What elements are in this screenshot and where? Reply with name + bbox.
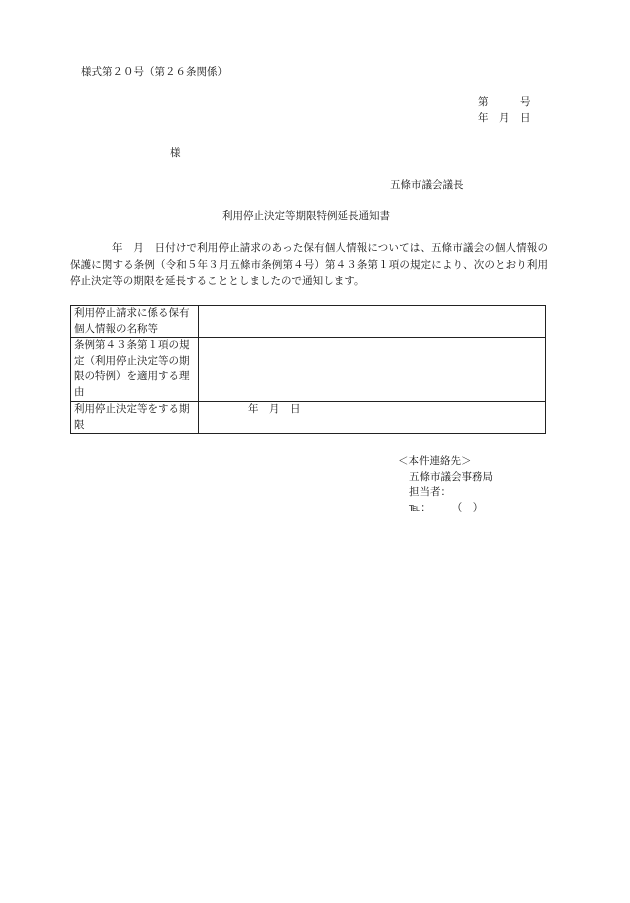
deadline-date: 年 月 日 <box>248 403 301 415</box>
addressee-suffix: 様 <box>170 147 181 159</box>
document-date: 年 月 日 <box>478 112 531 124</box>
contact-person: 担当者： <box>409 486 451 498</box>
document-number: 第 号 <box>478 96 531 108</box>
contact-block <box>398 454 493 516</box>
row-label-information-name: 利用停止請求に係る保有個人情報の名称等 <box>71 306 199 338</box>
table-row <box>71 306 546 338</box>
form-number: 様式第２０号（第２６条関係） <box>81 66 228 78</box>
row-value-deadline <box>199 402 546 434</box>
notice-table <box>70 305 546 434</box>
contact-office: 五條市議会事務局 <box>409 470 493 483</box>
contact-tel: ℡： （ ） <box>409 501 484 514</box>
row-value-information-name <box>199 306 546 338</box>
row-label-deadline: 利用停止決定等をする期限 <box>71 402 199 434</box>
table-row <box>71 338 546 402</box>
row-label-reason: 条例第４３条第１項の規定（利用停止決定等の期限の特例）を適用する理由 <box>71 338 199 402</box>
table-row <box>71 402 546 434</box>
document-title: 利用停止決定等期限特例延長通知書 <box>222 210 390 222</box>
contact-heading: ＜本件連絡先＞ <box>398 455 472 467</box>
body-paragraph: 年 月 日付けで利用停止請求のあった保有個人情報については、五條市議会の個人情報の保護に関する条例（令和５年３月五條市条例第４号）第４３条第１項の規定により、次のとおり利用停止決定等の期限を延長することとしましたので通知します。 <box>70 242 548 287</box>
row-value-reason <box>199 338 546 402</box>
sender: 五條市議会議長 <box>390 179 464 191</box>
